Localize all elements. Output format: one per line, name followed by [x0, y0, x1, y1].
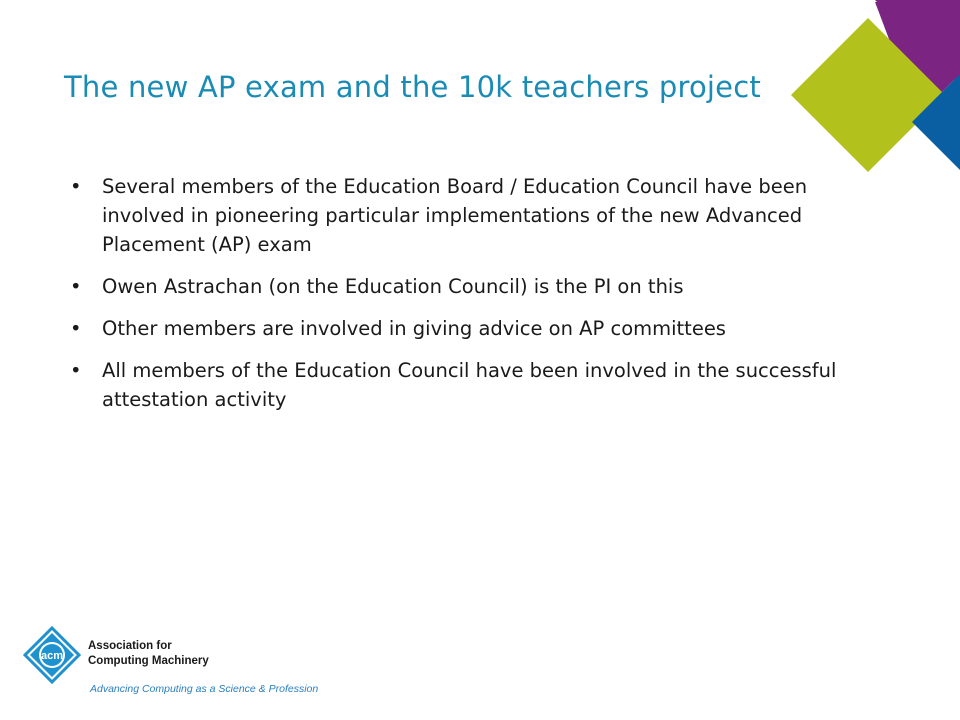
logo-name-line1: Association for: [88, 640, 172, 652]
bullet-text: All members of the Education Council have been involved in the successful attestation activity: [102, 359, 837, 411]
logo-tagline: Advancing Computing as a Science & Profession: [90, 683, 319, 695]
acm-diamond-icon: [25, 628, 79, 682]
slide-title: The new AP exam and the 10k teachers project: [64, 70, 761, 104]
bullet-icon: •: [70, 317, 82, 340]
bullet-item: [70, 356, 870, 414]
logo-name-line2: Computing Machinery: [88, 655, 209, 667]
bullet-text: Other members are involved in giving advice on AP committees: [102, 317, 726, 340]
bullet-text: Several members of the Education Board / Education Council have been involved in pioneering particular implementations of the new Advanced Placement (AP) exam: [102, 175, 808, 256]
bullet-item: [70, 314, 870, 343]
bullet-icon: •: [70, 275, 82, 298]
bullet-item: [70, 172, 870, 259]
bullet-item: [70, 272, 870, 301]
bullet-list: [70, 172, 870, 427]
bullet-icon: •: [70, 175, 82, 198]
acm-mark-text: acm: [40, 650, 64, 662]
bullet-text: Owen Astrachan (on the Education Council) is the PI on this: [102, 275, 684, 298]
acm-logo: [22, 626, 319, 698]
bullet-icon: •: [70, 359, 82, 382]
